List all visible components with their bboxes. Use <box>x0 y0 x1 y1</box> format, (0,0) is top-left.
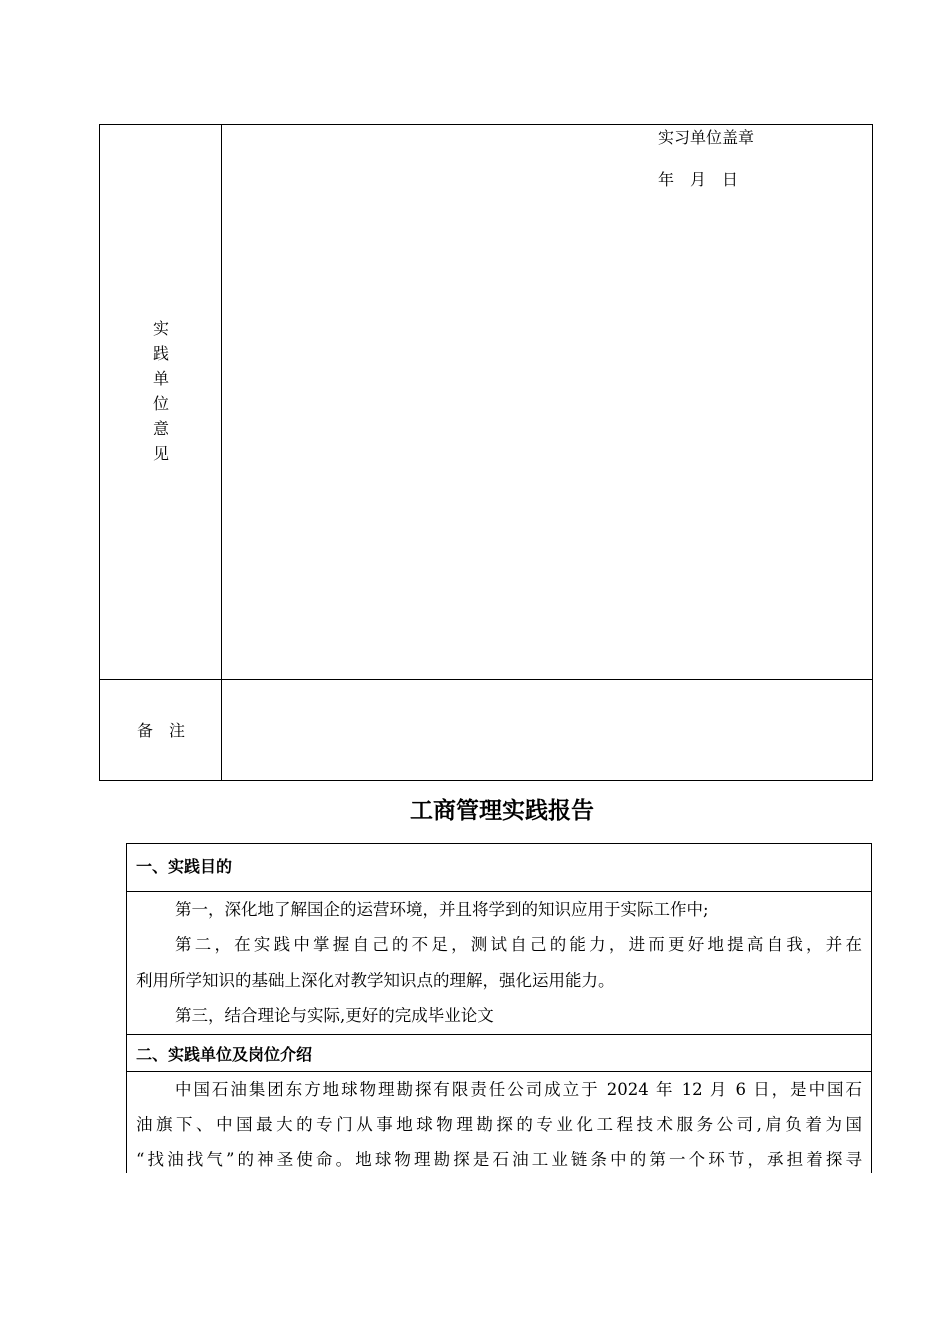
page-title: 工商管理实践报告 <box>410 798 594 824</box>
report-border-right <box>871 843 872 1173</box>
company-line-3-text: “找油找气”的神圣使命。地球物理勘探是石油工业链条中的第一个环节，承担着探寻 <box>136 1150 862 1169</box>
purpose-line-3: 利用所学知识的基础上深化对教学知识点的理解，强化运用能力。 <box>136 971 615 990</box>
report-border-top <box>126 843 872 844</box>
table-border-left <box>99 124 100 781</box>
report-row-divider <box>126 891 872 892</box>
purpose-line-4: 第三，结合理论与实际,更好的完成毕业论文 <box>175 1006 494 1025</box>
table-border-top <box>99 124 873 125</box>
company-line-2-text: 油旗下、中国最大的专门从事地球物理勘探的专业化工程技术服务公司,肩负着为国 <box>136 1115 862 1134</box>
remarks-label: 备 注 <box>137 721 186 740</box>
table-row-divider <box>99 679 873 680</box>
company-line-1-text: 中国石油集团东方地球物理勘探有限责任公司成立于 2024 年 12 月 6 日，是中国石 <box>175 1080 862 1099</box>
section-heading-company: 二、实践单位及岗位介绍 <box>136 1045 313 1064</box>
purpose-line-2 <box>175 931 862 955</box>
table-border-bottom <box>99 780 873 781</box>
report-border-left <box>126 843 127 1173</box>
company-line-2 <box>136 1111 862 1135</box>
company-line-3 <box>136 1146 862 1170</box>
table-border-right <box>872 124 873 781</box>
section-heading-purpose: 一、实践目的 <box>136 857 233 876</box>
date-text: 年 月 日 <box>658 170 739 189</box>
purpose-line-1: 第一，深化地了解国企的运营环境，并且将学到的知识应用于实际工作中; <box>175 900 709 919</box>
table-column-divider <box>221 124 222 781</box>
company-line-1 <box>175 1076 862 1100</box>
seal-text: 实习单位盖章 <box>658 128 755 147</box>
report-row-divider <box>126 1071 872 1072</box>
report-row-divider <box>126 1034 872 1035</box>
opinion-label: 实践单位意见 <box>152 319 169 463</box>
purpose-line-2-text: 第二，在实践中掌握自己的不足，测试自己的能力，进而更好地提高自我，并在 <box>175 935 862 954</box>
